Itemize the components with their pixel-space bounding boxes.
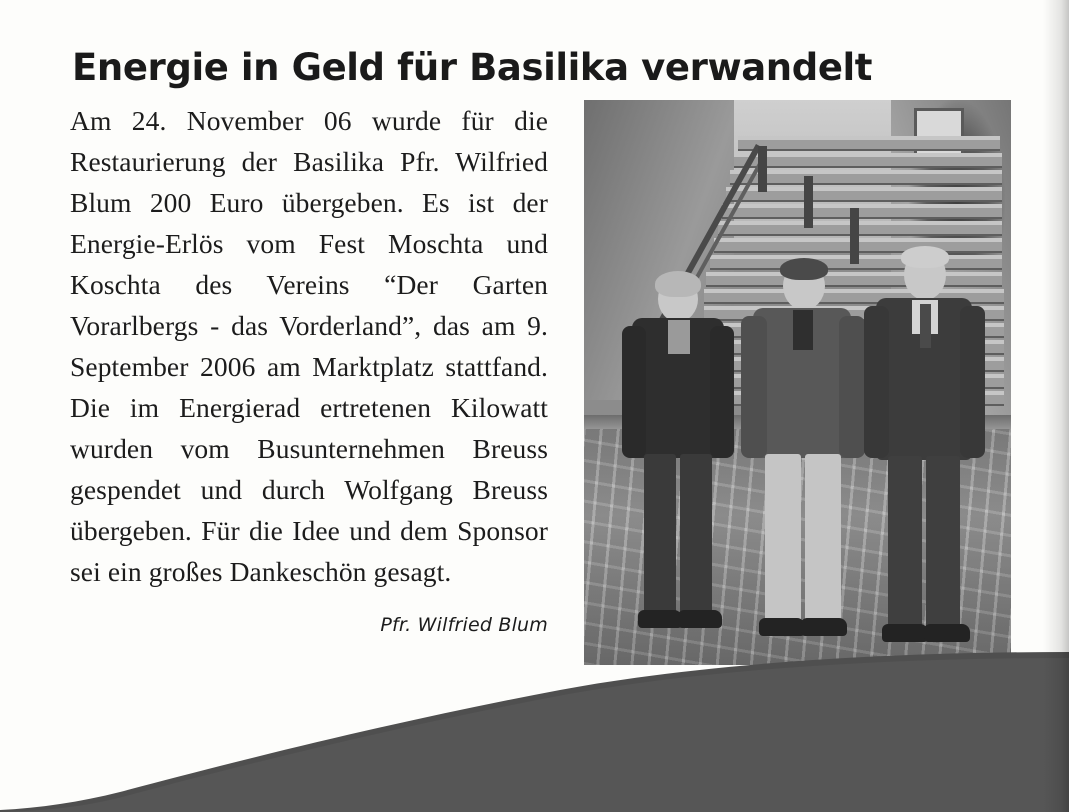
- photo-person-middle: [739, 262, 865, 662]
- article-photo: [584, 100, 1011, 665]
- photo-person-left: [616, 276, 736, 656]
- photo-scene: [584, 100, 1011, 665]
- article-byline: Pfr. Wilfried Blum: [380, 614, 548, 636]
- photo-person-right: [862, 250, 988, 665]
- page-title: Energie in Geld für Basilika verwandelt: [72, 45, 873, 89]
- swoosh-shape: [0, 652, 1069, 812]
- decorative-bottom-swoosh: [0, 652, 1069, 812]
- article-body-text: Am 24. November 06 wurde für die Restaurierung der Basilika Pfr. Wilfried Blum 200 Euro übergeben. Es ist der Energie-Erlös vom Fest Moschta und Koschta des Vereins “Der Garten Vorarlbergs - das Vorderland”, das am 9. September 2006 am Marktplatz stattfand. Die im Energierad ertretenen Kilowatt wurden vom Busunternehmen Breuss gespendet und durch Wolfgang Breuss übergeben. Für die Idee und dem Sponsor sei ein großes Dankeschön gesagt.: [70, 105, 548, 587]
- article-column: [70, 100, 548, 636]
